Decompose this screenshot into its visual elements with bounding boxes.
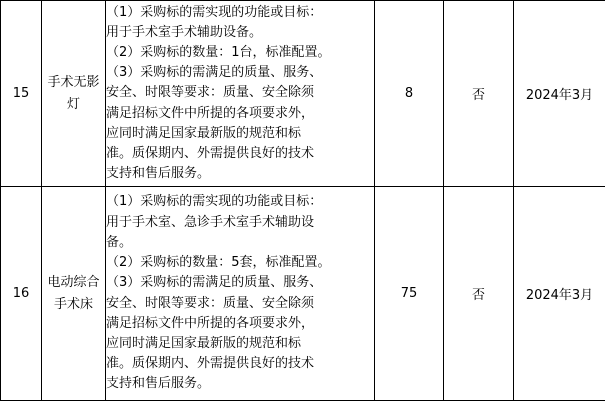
requirement-line: （2）采购标的数量：5套，标准配置。 xyxy=(106,253,374,273)
requirement-line: （1）采购标的需实现的功能或目标： xyxy=(106,192,374,212)
row-number: 16 xyxy=(1,187,42,401)
requirement-line: 准。质保期内、外需提供良好的技术 xyxy=(106,144,374,164)
requirement-line: 应同时满足国家最新版的规范和标 xyxy=(106,124,374,144)
table-row xyxy=(1,187,605,401)
imported-cell: 否 xyxy=(444,1,514,187)
item-name: 手术无影灯 xyxy=(42,1,106,187)
requirement-line: 准。质保期内、外需提供良好的技术 xyxy=(106,354,374,374)
time-cell: 2024年3月 xyxy=(514,1,605,187)
time-cell: 2024年3月 xyxy=(514,187,605,401)
requirement-line: （3）采购标的需满足的质量、服务、 xyxy=(106,63,374,83)
table-row xyxy=(1,1,605,187)
quantity-cell: 8 xyxy=(375,1,444,187)
requirement-line: 应同时满足国家最新版的规范和标 xyxy=(106,334,374,354)
requirements-cell xyxy=(106,187,375,401)
imported-cell: 否 xyxy=(444,187,514,401)
requirements-cell xyxy=(106,1,375,187)
requirement-line: 用于手术室手术辅助设备。 xyxy=(106,23,374,43)
requirement-line: （1）采购标的需实现的功能或目标： xyxy=(106,3,374,23)
requirement-line: 安全、时限等要求：质量、安全除须 xyxy=(106,83,374,103)
requirement-line: 用于手术室、急诊手术室手术辅助设 xyxy=(106,213,374,233)
requirement-line: 满足招标文件中所提的各项要求外， xyxy=(106,314,374,334)
requirement-line: 支持和售后服务。 xyxy=(106,374,374,394)
requirement-line: 备。 xyxy=(106,233,374,253)
requirement-line: 支持和售后服务。 xyxy=(106,164,374,184)
requirement-line: （3）采购标的需满足的质量、服务、 xyxy=(106,273,374,293)
item-name: 电动综合手术床 xyxy=(42,187,106,401)
requirement-line: 满足招标文件中所提的各项要求外， xyxy=(106,104,374,124)
row-number: 15 xyxy=(1,1,42,187)
requirement-line: （2）采购标的数量：1台，标准配置。 xyxy=(106,43,374,63)
requirement-line: 安全、时限等要求：质量、安全除须 xyxy=(106,294,374,314)
quantity-cell: 75 xyxy=(375,187,444,401)
